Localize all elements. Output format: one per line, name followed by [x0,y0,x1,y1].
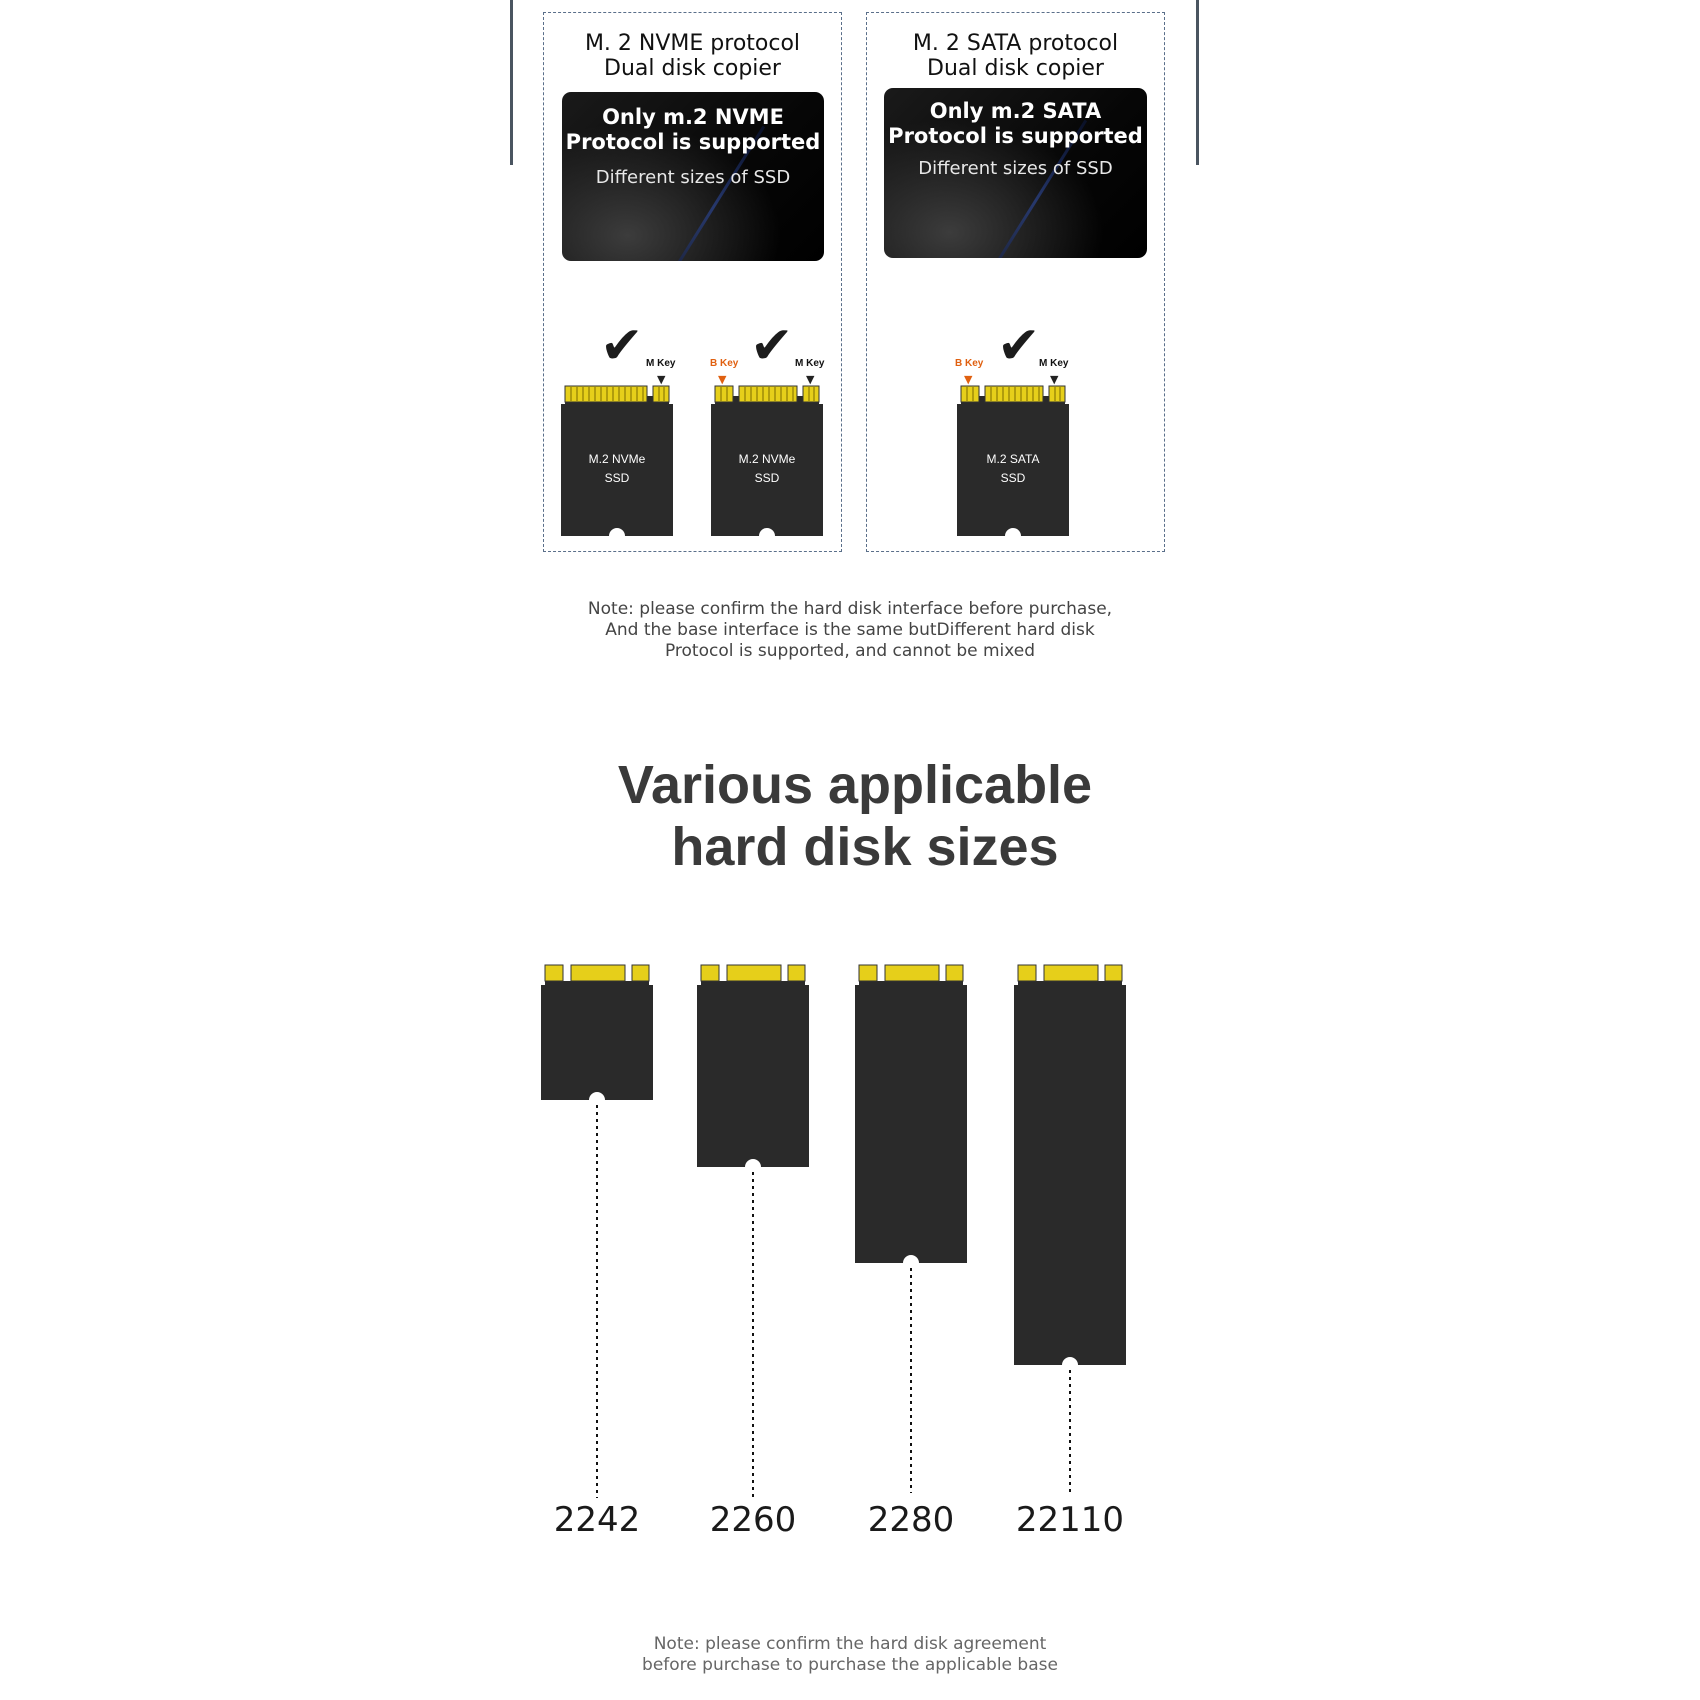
protocol-card [884,88,1147,258]
size-label-2280: 2280 [867,1500,955,1540]
check-icon: ✔ [600,316,644,376]
frame-line-left [510,0,513,165]
frame-line-right [1196,0,1199,165]
panel-title-line2: Dual disk copier [604,56,781,81]
ssd-size-22110 [1014,963,1126,1503]
check-icon: ✔ [997,316,1041,376]
ssd-size-2280 [855,963,967,1503]
check-icon: ✔ [750,316,794,376]
ssd-label-line1: M.2 SATA [986,452,1040,466]
note-interface-line3: Protocol is supported, and cannot be mixed [664,641,1036,661]
m-key-label: M Key [646,358,676,369]
b-key-label: B Key [710,358,739,369]
ssd-card-nvme-1 [561,384,673,536]
card-bold-line2: Protocol is supported [888,124,1143,148]
sizes-heading-line2: hard disk sizes [671,817,1059,877]
note-interface-line1: Note: please confirm the hard disk interface before purchase, [587,599,1113,619]
ssd-card-sata [957,384,1069,536]
b-key-arrow-icon: ▼ [964,373,973,386]
ssd-size-2260 [697,963,809,1503]
ssd-label-line2: SSD [1000,471,1026,485]
note-agreement-line2: before purchase to purchase the applicable base [642,1655,1058,1675]
ssd-label-line1: M.2 NVMe [588,452,646,466]
panel-title-line2: Dual disk copier [927,56,1104,81]
ssd-size-2242 [541,963,653,1503]
size-label-2260: 2260 [709,1500,797,1540]
sizes-heading-line1: Various applicable [617,755,1093,815]
nvme-panel [543,12,842,552]
note-agreement-line1: Note: please confirm the hard disk agreement [653,1634,1047,1654]
m-key-label: M Key [1039,358,1069,369]
panel-title-line1: M. 2 NVME protocol [584,31,801,56]
card-bold-line1: Only m.2 NVME [602,105,784,129]
sata-panel [866,12,1165,552]
card-bold-line2: Protocol is supported [565,130,821,154]
b-key-arrow-icon: ▼ [718,373,727,386]
m-key-arrow-icon: ▼ [1050,373,1059,386]
panel-title-line1: M. 2 SATA protocol [912,31,1119,56]
card-subtitle: Different sizes of SSD [918,158,1113,179]
ssd-card-nvme-2 [711,384,823,536]
m-key-arrow-icon: ▼ [657,373,666,386]
card-subtitle: Different sizes of SSD [595,167,791,188]
card-bold-line1: Only m.2 SATA [929,99,1102,123]
protocol-card [562,92,824,261]
size-label-22110: 22110 [1015,1500,1125,1540]
note-interface-line2: And the base interface is the same butDifferent hard disk [605,620,1095,640]
ssd-label-line2: SSD [754,471,780,485]
ssd-label-line2: SSD [604,471,630,485]
b-key-label: B Key [955,358,984,369]
ssd-label-line1: M.2 NVMe [738,452,796,466]
m-key-label: M Key [795,358,825,369]
size-label-2242: 2242 [553,1500,641,1540]
m-key-arrow-icon: ▼ [806,373,815,386]
